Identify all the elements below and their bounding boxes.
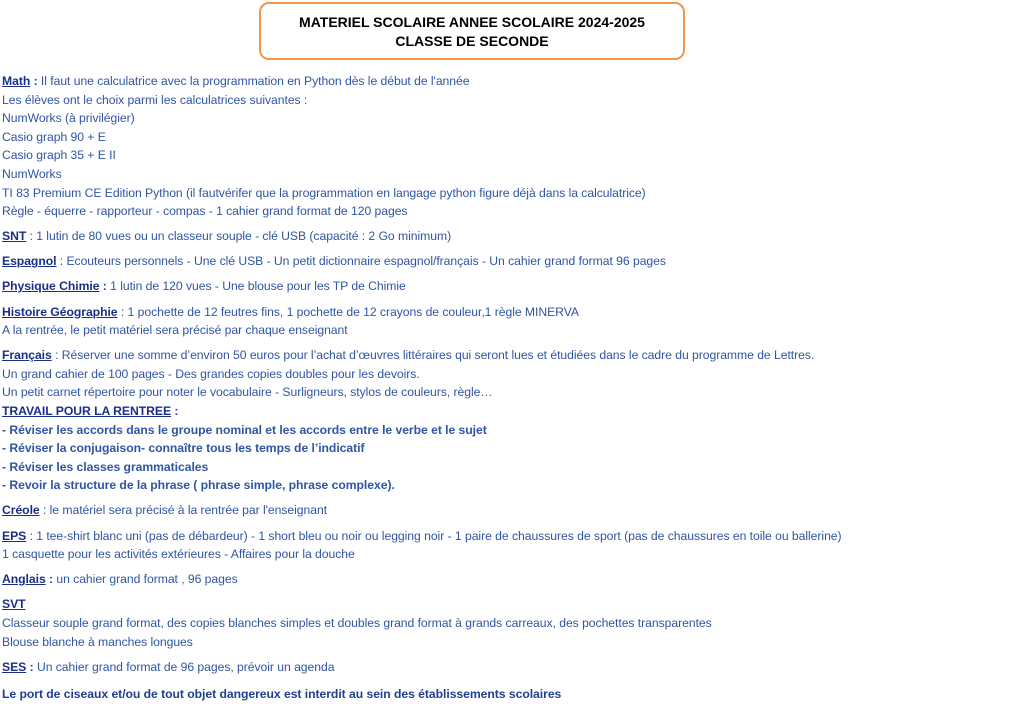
travail-item-3: - Réviser les classes grammaticales <box>2 459 209 474</box>
ses-line <box>2 658 1020 677</box>
subject-creole: Créole <box>2 503 40 518</box>
eps-line <box>2 527 1020 546</box>
subject-math: Math <box>2 74 31 88</box>
francais-line <box>2 346 1020 365</box>
svt-heading-line <box>2 595 1020 614</box>
eps-line-2: 1 casquette pour les activités extérieures - Affaires pour la douche <box>2 547 355 562</box>
subject-physique-colon: : <box>99 279 107 294</box>
physique-text: 1 lutin de 120 vues - Une blouse pour les TP de Chimie <box>106 279 406 294</box>
subject-anglais: Anglais <box>2 572 46 587</box>
math-line-6: TI 83 Premium CE Edition Python (il fautvérifer que la programmation en langage python figure déjà dans la calculatrice) <box>2 185 646 200</box>
francais-line-2: Un grand cahier de 100 pages - Des grandes copies doubles pour les devoirs. <box>2 366 420 381</box>
snt-line <box>2 227 1020 246</box>
physique-line <box>2 277 1020 296</box>
math-line-4: Casio graph 35 + E II <box>2 148 116 163</box>
francais-line-3: Un petit carnet répertoire pour noter le vocabulaire - Surligneurs, stylos de couleurs, règle… <box>2 385 493 400</box>
subject-physique: Physique Chimie <box>2 279 100 294</box>
footer-warning: Le port de ciseaux et/ou de tout objet dangereux est interdit au sein des établissements scolaires <box>2 687 562 702</box>
subject-eps: EPS <box>2 528 27 543</box>
subject-espagnol: Espagnol <box>2 254 57 269</box>
creole-line <box>2 501 1020 520</box>
espagnol-line <box>2 252 1020 271</box>
travail-heading-line <box>2 402 1020 421</box>
anglais-text: un cahier grand format , 96 pages <box>53 572 238 587</box>
travail-item-4: - Revoir la structure de la phrase ( phrase simple, phrase complexe). <box>2 478 395 493</box>
math-heading-line <box>2 72 1020 91</box>
subject-snt: SNT <box>2 229 27 244</box>
title-box <box>259 2 685 60</box>
eps-text: : 1 tee-shirt blanc uni (pas de débardeur) - 1 short bleu ou noir ou legging noir - 1 paire de chaussures de sport (pas de chaussures en toile ou ballerine) <box>26 528 842 543</box>
math-line-5: NumWorks <box>2 166 62 181</box>
title-line-2: CLASSE DE SECONDE <box>395 33 549 49</box>
subject-math-colon: : <box>30 74 38 88</box>
subject-francais: Français <box>2 348 52 363</box>
snt-text: : 1 lutin de 80 vues ou un classeur souple - clé USB (capacité : 2 Go minimum) <box>26 229 452 244</box>
travail-title: TRAVAIL POUR LA RENTREE <box>2 404 172 418</box>
espagnol-text: : Ecouteurs personnels - Une clé USB - Un petit dictionnaire espagnol/français - Un cahier grand format 96 pages <box>56 254 666 269</box>
subject-histoire: Histoire Géographie <box>2 304 118 319</box>
histoire-text: : 1 pochette de 12 feutres fins, 1 pochette de 12 crayons de couleur,1 règle MINERVA <box>117 304 579 319</box>
subject-ses-colon: : <box>26 659 34 674</box>
travail-colon: : <box>171 404 179 418</box>
math-line-7: Règle - équerre - rapporteur - compas - 1 cahier grand format de 120 pages <box>2 204 408 219</box>
math-line-2: NumWorks (à privilégier) <box>2 111 135 126</box>
travail-item-1: - Réviser les accords dans le groupe nominal et les accords entre le verbe et le sujet <box>2 422 487 437</box>
math-line-1: Les élèves ont le choix parmi les calculatrices suivantes : <box>2 92 308 107</box>
histoire-line-2: A la rentrée, le petit matériel sera précisé par chaque enseignant <box>2 323 348 338</box>
subject-ses: SES <box>2 659 27 674</box>
histoire-line <box>2 303 1020 322</box>
francais-text: : Réserver une somme d’environ 50 euros pour l’achat d’œuvres littéraires qui seront lues et étudiées dans le cadre du programme de Lettres. <box>51 348 815 363</box>
svt-line-2: Blouse blanche à manches longues <box>2 634 193 649</box>
math-line-3: Casio graph 90 + E <box>2 129 106 144</box>
travail-item-2: - Réviser la conjugaison- connaître tous les temps de l’indicatif <box>2 441 365 456</box>
subject-anglais-colon: : <box>45 572 54 587</box>
supply-list <box>2 72 1020 704</box>
creole-text: : le matériel sera précisé à la rentrée par l'enseignant <box>39 503 328 518</box>
subject-svt: SVT <box>2 597 26 612</box>
ses-text: Un cahier grand format de 96 pages, prévoir un agenda <box>33 659 335 674</box>
title-line-1: MATERIEL SCOLAIRE ANNEE SCOLAIRE 2024-2025 <box>299 14 645 30</box>
math-text: Il faut une calculatrice avec la programmation en Python dès le début de l'année <box>37 74 470 88</box>
anglais-line <box>2 570 1020 589</box>
svt-line-1: Classeur souple grand format, des copies blanches simples et doubles grand format à grands carreaux, des pochettes transparentes <box>2 615 712 630</box>
